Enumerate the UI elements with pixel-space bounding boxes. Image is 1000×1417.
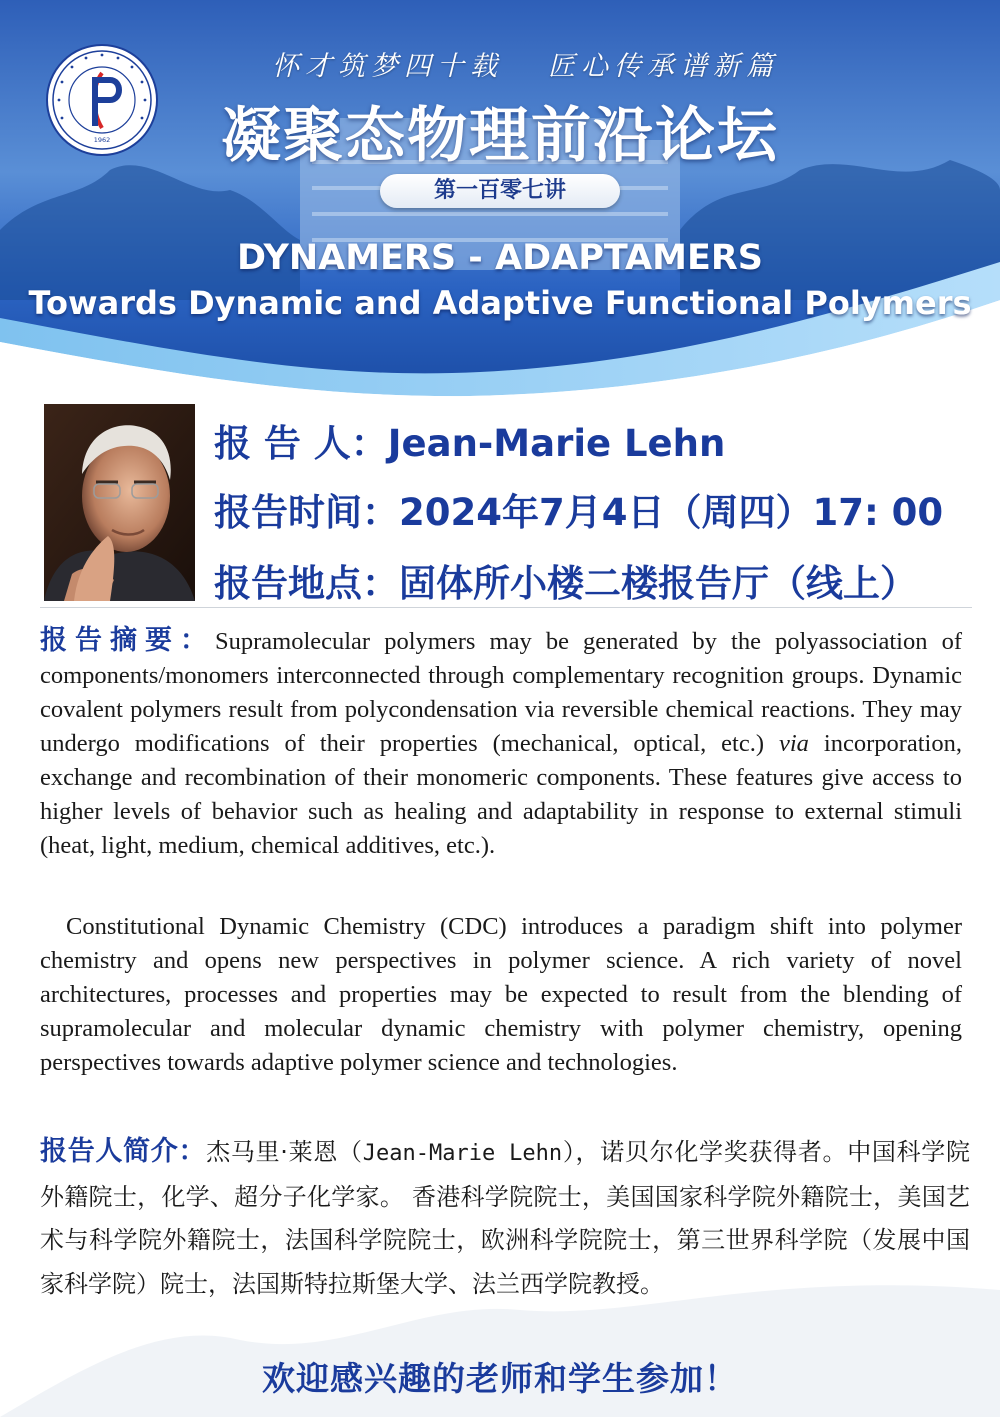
talk-title-line2: Towards Dynamic and Adaptive Functional Polymers [28,284,972,322]
place-label: 报告地点： [214,562,399,605]
time-value: 2024年7月4日（周四）17: 00 [399,491,944,534]
poster-header [0,0,1000,400]
speaker-portrait-icon [44,404,195,601]
slogan-left: 怀才筑梦四十载 [272,51,503,82]
abstract-text-2: Constitutional Dynamic Chemistry (CDC) introduces a paradigm shift into polymer chemistry and opens new perspectives in polymer science. A rich variety of novel architectures, processes and properties may be expected to result from the blending of supramolecular and molecular dynamic chemistry with polymer chemistry, opening perspectives towards adaptive polymer science and technologies. [40,913,962,1076]
time-line [214,482,943,536]
place-line [214,553,917,607]
bio-label: 报告人简介： [40,1136,207,1167]
lecture-number-badge: 第一百零七讲 [380,174,620,208]
bio-text-rest: ），诺贝尔化学奖获得者。中国科学院外籍院士，化学、超分子化学家。 香港科学院院士，美国国家科学院外籍院士，美国艺术与科学院外籍院士，法国科学院院士，欧洲科学院院士，第三世界科学院（发展中国家科学院）院士，法国斯特拉斯堡大学、法兰西学院教授。 [40,1138,971,1298]
speaker-name: Jean-Marie Lehn [387,422,726,465]
slogan-right: 匠心传承谱新篇 [548,51,779,82]
welcome-message: 欢迎感兴趣的老师和学生参加！ [262,1359,738,1398]
speaker-label: 报 告 人： [214,422,388,465]
speaker-photo [44,404,195,601]
bio-name-latin: Jean-Marie Lehn [362,1141,563,1166]
abstract-label: 报告摘要： [40,625,215,656]
bio-text-start: 杰马里·莱恩（ [206,1138,363,1166]
time-label: 报告时间： [214,491,399,534]
abstract-paragraph-2 [40,910,962,1080]
abstract-text-1: Supramolecular polymers may be generated by the polyassociation of components/monomers interconnected through complementary recognition groups. Dynamic covalent polymers result from polycondensation via reversible chemical reactions. They may undergo modifications of their properties (mechanical, optical, etc.) [40,628,963,757]
abstract-paragraph-1 [40,624,962,863]
speaker-bio [40,1130,970,1306]
speaker-line [214,413,725,467]
section-divider [40,607,972,608]
abstract-italic: via [778,730,809,757]
abstract-text-1b: incorporation, exchange and recombination of their monomeric components. These features give access to higher levels of behavior such as healing and adaptability in response to external stimuli (heat, light, medium, chemical additives, etc.). [40,730,962,859]
logo-year: 1962 [93,136,111,144]
talk-title-line1: DYNAMERS - ADAPTAMERS [236,238,764,278]
place-value: 固体所小楼二楼报告厅（线上） [399,562,917,605]
forum-title: 凝聚态物理前沿论坛 [221,101,779,171]
